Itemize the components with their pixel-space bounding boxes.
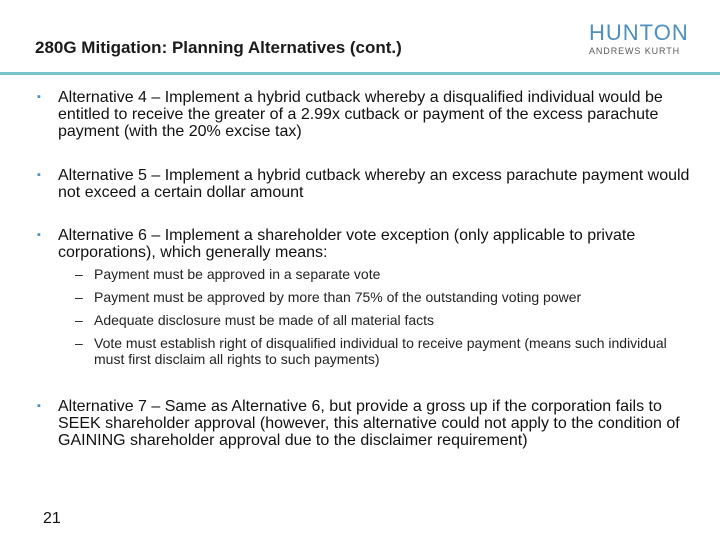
sub-list-item — [75, 312, 695, 328]
sub-list-item — [75, 266, 695, 282]
dash-bullet-icon: – — [75, 266, 83, 282]
shareholder-vote-requirements — [75, 266, 695, 374]
bullet-alternative-5 — [37, 167, 697, 201]
dash-bullet-icon: – — [75, 335, 83, 351]
page-number: 21 — [43, 510, 61, 527]
sub-list-item — [75, 335, 695, 367]
bullet-alternative-6 — [37, 227, 697, 261]
logo-wordmark-top: HUNTON — [589, 20, 689, 45]
dash-bullet-icon: – — [75, 289, 83, 305]
sub-list-text: Payment must be approved in a separate vote — [94, 266, 381, 282]
sub-list-text: Vote must establish right of disqualified individual to receive payment (means such individual must first disclaim all rights to such payments) — [94, 335, 667, 367]
bullet-text: Alternative 7 – Same as Alternative 6, but provide a gross up if the corporation fails to SEEK shareholder approval (however, this alternative could not apply to the condition of GAINING shareholder approval due to the disclaimer requirement) — [58, 398, 680, 449]
bullet-alternative-7 — [37, 398, 697, 449]
square-bullet-icon: ▪ — [37, 400, 41, 412]
header-divider — [0, 72, 720, 75]
bullet-text: Alternative 6 – Implement a shareholder vote exception (only applicable to private corporations), which generally means: — [58, 227, 636, 261]
square-bullet-icon: ▪ — [37, 91, 41, 103]
square-bullet-icon: ▪ — [37, 229, 41, 241]
bullet-text: Alternative 5 – Implement a hybrid cutback whereby an excess parachute payment would not exceed a certain dollar amount — [58, 167, 690, 201]
company-logo — [589, 22, 689, 56]
bullet-alternative-4 — [37, 89, 697, 140]
slide-title: 280G Mitigation: Planning Alternatives (cont.) — [35, 38, 402, 57]
dash-bullet-icon: – — [75, 312, 83, 328]
bullet-text: Alternative 4 – Implement a hybrid cutback whereby a disqualified individual would be entitled to receive the greater of a 2.99x cutback or payment of the excess parachute payment (with the 20% excise tax) — [58, 89, 663, 140]
logo-wordmark-bottom: ANDREWS KURTH — [589, 46, 681, 56]
square-bullet-icon: ▪ — [37, 169, 41, 181]
sub-list-text: Payment must be approved by more than 75% of the outstanding voting power — [94, 289, 582, 305]
sub-list-item — [75, 289, 695, 305]
sub-list-text: Adequate disclosure must be made of all material facts — [94, 312, 435, 328]
